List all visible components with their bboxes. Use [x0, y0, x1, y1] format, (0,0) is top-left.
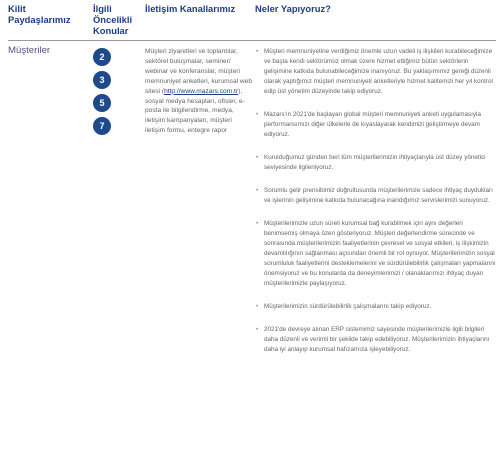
actions-list — [256, 47, 496, 368]
action-item: • Sorumlu gelir prensibimiz doğrultusunda müşterilerimize sadece ihtiyaç duydukları ve işlerinin gelişimine katkıda bulunacağına inandığımız servislerimizi sunuyoruz. — [256, 186, 496, 206]
channels-text-after: ), sosyal medya hesapları, ofisler, e-posta ile bilgilendirme, medya, iletişim kampanyaları, müşteri iletişim formu, entegre rapor — [145, 87, 245, 135]
topic-badge: 3 — [93, 71, 111, 89]
topic-badge: 5 — [93, 94, 111, 112]
header-what-we-do: Neler Yapıyoruz? — [255, 3, 331, 14]
channels-text-before: Müşteri ziyaretleri ve toplantılar, sektörel buluşmalar, seminer/ webinar ve konferanslar, müşteri memnuniyet anketleri, kurumsal web sitesi ( — [145, 48, 253, 95]
action-item: • Mazars'ın 2021'de başlayan global müşteri memnuniyeti anketi uygulamasıyla performansımızı diğer ülkelerle de kıyaslayarak kendimizi geliştirmeye devam ediyoruz. — [256, 110, 496, 140]
communication-channels-text — [145, 47, 253, 136]
stakeholder-name: Müşteriler — [8, 45, 51, 56]
action-item: • 2021'de devreye alınan ERP sistemimiz sayesinde müşterilerimizle ilgili bilgileri daha düzenli ve verimli bir şekilde takip edebiliyoruz. Müşterilerimizin ihtiyaçlarını daha iyi anlayıp kurumsal hafızamıza işleyebiliyoruz. — [256, 325, 496, 355]
action-item: • Müşteri memnuniyetine verdiğimiz önemle uzun vadeli iş ilişkileri kurabileceğimize ve başta kendi sektörümüz olmak üzere hizmet ettiğimiz bütün sektörlerin gelişimine katkıda bulunabileceğimize inanıyoruz. Bu yaklaşımımız gereği düzenli olarak yaptığımız müşteri memnuniyeti anketleriyle hizmet kalitemizi her yıl kontrol edip üst yönetim düzeyinde takip ediyoruz. — [256, 47, 496, 97]
topic-badge: 2 — [93, 48, 111, 66]
header-priority-topics: İlgili Öncelikli Konular — [93, 3, 133, 36]
header-communication-channels: İletişim Kanallarımız — [145, 3, 236, 14]
header-divider — [8, 40, 496, 41]
action-item: • Müşterilerimizle uzun süreli kurumsal bağ kurabilmek için aynı değerleri benimsemiş olmaya özen gösteriyoruz. Müşteri değerlendirme sürecinde ve sonrasında müşterilerimizin faaliyetlerinin çevresel ve sosyal etkileri, iş ilişkimizin devamlılığının sağlanması açısından önemli bir rol oynuyor. Müşterilerimizin sosyal sorumluluk faaliyetlerini desteklemelerini ve sürdürülebilirlik çalışmaları yapmalarını önemsiyoruz ve bu konularda da deneyimlerimizi / olanaklarımızı ihtiyaç duyan müşterilerimizle paylaşıyoruz. — [256, 219, 496, 289]
topic-badge: 7 — [93, 117, 111, 135]
action-item: • Kurulduğumuz günden beri tüm müşterilerimizin ihtiyaçlarıyla üst düzey yönetici seviyesinde ilgileniyoruz. — [256, 153, 496, 173]
action-item: • Müşterilerimizin sürdürülebilirlik çalışmalarını takip ediyoruz. — [256, 302, 496, 312]
header-stakeholders: Kilit Paydaşlarımız — [8, 3, 71, 25]
website-link[interactable]: http://www.mazars.com.tr — [164, 87, 239, 95]
